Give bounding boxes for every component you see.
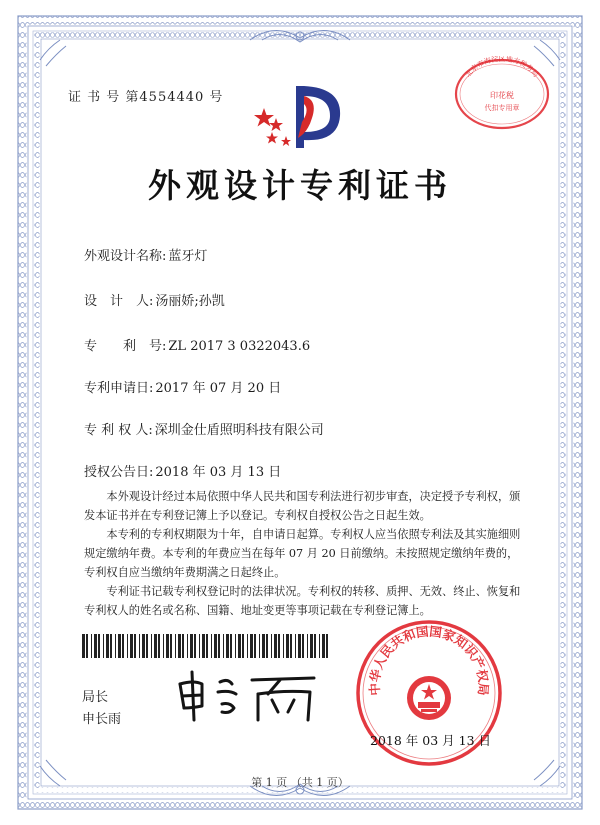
patent-office-logo: [252, 78, 347, 156]
designer-label: 设 计 人:: [84, 294, 154, 309]
paragraph-legal-status: 专利证书记载专利权登记时的法律状况。专利权的转移、质押、无效、终止、恢复和专利权人的姓名或名称、国籍、地址变更等事项记载在专利登记簿上。: [84, 585, 521, 617]
paragraph-term: 本专利的专利权期限为十年，自申请日起算。专利权人应当依照专利法及其实施细则规定缴纳年费。本专利的年费应当在每年 07 月 20 日前缴纳。未按照规定缴纳年费的，专利权自应当缴纳年费期满之日起终止。: [84, 528, 521, 579]
patent-number-row: [84, 335, 310, 354]
director-signature: [172, 664, 322, 724]
svg-text:北京市海淀区地方税务局: [463, 56, 540, 79]
grant-date-label: 授权公告日:: [84, 465, 154, 480]
page-number: 第 1 页 （共 1 页）: [251, 776, 349, 789]
patentee-label: 专 利 权 人:: [84, 423, 153, 438]
issue-date: 2018 年 03 月 13 日: [370, 733, 491, 748]
filing-date-row: [84, 377, 281, 396]
patentee-row: [84, 419, 324, 438]
patent-number-label: 专 利 号:: [84, 339, 167, 354]
designer-value: 汤丽娇;孙凯: [155, 294, 225, 309]
bureau-director-title: 局长: [82, 690, 109, 705]
seal-text: 中华人民共和国国家知识产权局: [366, 623, 492, 697]
designer-row: [84, 290, 225, 309]
design-name-row: [84, 245, 207, 264]
filing-date-label: 专利申请日:: [84, 381, 154, 396]
design-name-label: 外观设计名称:: [84, 249, 167, 264]
stamp-seal-sub-text: 代扣专用章: [484, 104, 520, 112]
stamp-seal-inner-text: 印花税: [490, 91, 514, 100]
patent-number-value: ZL 2017 3 0322043.6: [168, 339, 311, 354]
grant-date-value: 2018 年 03 月 13 日: [155, 465, 282, 480]
certificate-body: [84, 487, 524, 620]
design-name-value: 蓝牙灯: [168, 249, 208, 264]
grant-date-row: [84, 461, 281, 480]
paragraph-grant: 本外观设计经过本局依照中华人民共和国专利法进行初步审查，决定授予专利权，颁发本证书并在专利登记簿上予以登记。专利权自授权公告之日起生效。: [84, 490, 521, 522]
stamp-tax-seal: [452, 56, 552, 132]
filing-date-value: 2017 年 07 月 20 日: [155, 381, 282, 396]
certificate-title: 外观设计专利证书: [148, 166, 452, 205]
certificate-number: 证 书 号 第4554440 号: [68, 90, 224, 105]
barcode: [82, 634, 332, 658]
stamp-seal-arc-text: 北京市海淀区地方税务局: [464, 56, 540, 79]
patentee-value: 深圳金仕盾照明科技有限公司: [154, 423, 324, 438]
bureau-director-name: 申长雨: [82, 712, 122, 727]
